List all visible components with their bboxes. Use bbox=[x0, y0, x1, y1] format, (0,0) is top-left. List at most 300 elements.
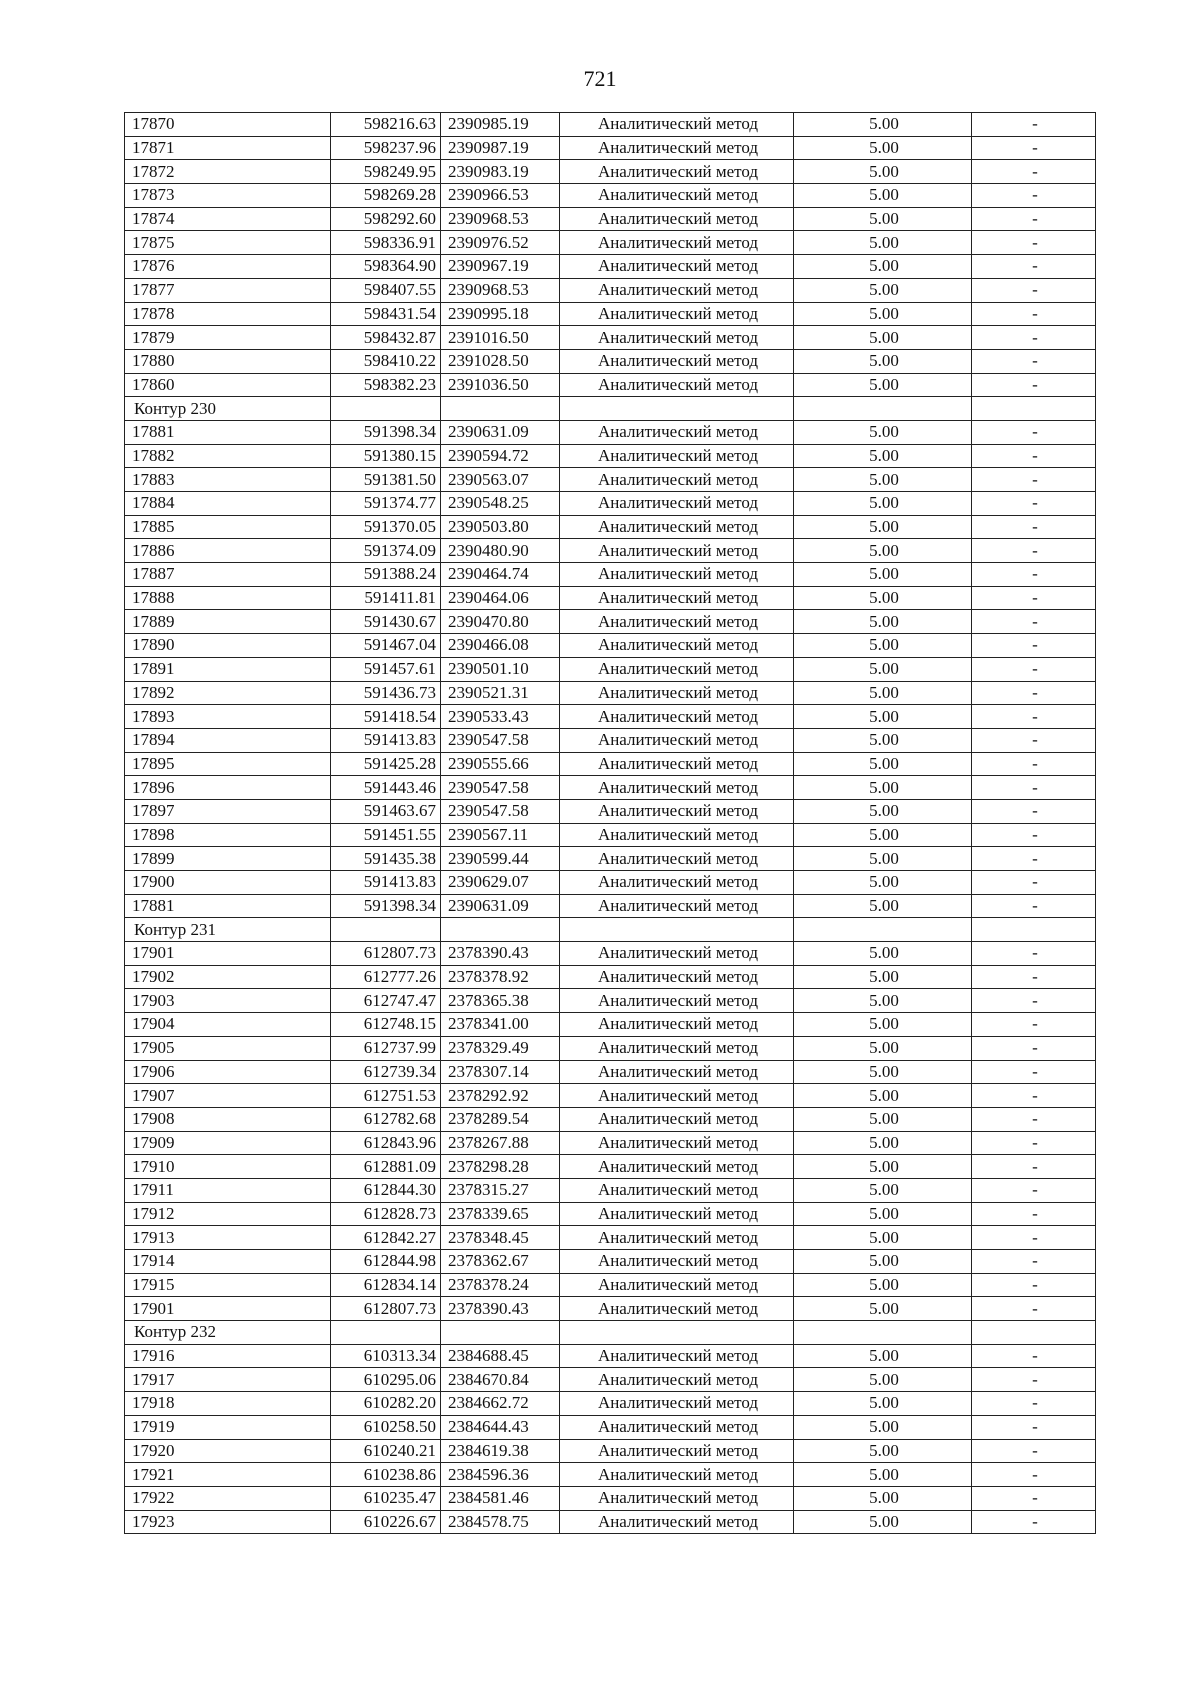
x-coordinate-cell: 612844.30 bbox=[331, 1178, 441, 1202]
accuracy-cell: 5.00 bbox=[794, 349, 972, 373]
point-id-cell: 17889 bbox=[125, 610, 331, 634]
point-id-cell: 17878 bbox=[125, 302, 331, 326]
accuracy-cell: 5.00 bbox=[794, 1202, 972, 1226]
method-cell: Аналитический метод bbox=[560, 278, 794, 302]
method-cell: Аналитический метод bbox=[560, 799, 794, 823]
x-coordinate-cell: 598216.63 bbox=[331, 113, 441, 137]
method-cell: Аналитический метод bbox=[560, 942, 794, 966]
table-row bbox=[125, 1060, 1096, 1084]
note-cell: - bbox=[972, 942, 1096, 966]
table-row bbox=[125, 468, 1096, 492]
point-id-cell: 17885 bbox=[125, 515, 331, 539]
y-coordinate-cell: 2390976.52 bbox=[441, 231, 560, 255]
method-cell: Аналитический метод bbox=[560, 871, 794, 895]
point-id-cell: 17917 bbox=[125, 1368, 331, 1392]
x-coordinate-cell: 591388.24 bbox=[331, 563, 441, 587]
y-coordinate-cell: 2390967.19 bbox=[441, 255, 560, 279]
y-coordinate-cell: 2378298.28 bbox=[441, 1155, 560, 1179]
x-coordinate-cell: 598269.28 bbox=[331, 184, 441, 208]
accuracy-cell: 5.00 bbox=[794, 634, 972, 658]
method-cell: Аналитический метод bbox=[560, 207, 794, 231]
y-coordinate-cell: 2390480.90 bbox=[441, 539, 560, 563]
accuracy-cell: 5.00 bbox=[794, 515, 972, 539]
method-cell: Аналитический метод bbox=[560, 1297, 794, 1321]
note-cell: - bbox=[972, 515, 1096, 539]
method-cell: Аналитический метод bbox=[560, 1250, 794, 1274]
method-cell: Аналитический метод bbox=[560, 373, 794, 397]
table-row bbox=[125, 586, 1096, 610]
note-cell: - bbox=[972, 871, 1096, 895]
y-coordinate-cell: 2391016.50 bbox=[441, 326, 560, 350]
contour-label: Контур 230 bbox=[125, 397, 331, 421]
method-cell: Аналитический метод bbox=[560, 965, 794, 989]
table-row bbox=[125, 1131, 1096, 1155]
table-row bbox=[125, 420, 1096, 444]
note-cell: - bbox=[972, 539, 1096, 563]
x-coordinate-cell: 591430.67 bbox=[331, 610, 441, 634]
method-cell: Аналитический метод bbox=[560, 160, 794, 184]
empty-cell bbox=[794, 1321, 972, 1345]
note-cell: - bbox=[972, 492, 1096, 516]
method-cell: Аналитический метод bbox=[560, 349, 794, 373]
y-coordinate-cell: 2378292.92 bbox=[441, 1084, 560, 1108]
y-coordinate-cell: 2378339.65 bbox=[441, 1202, 560, 1226]
empty-cell bbox=[441, 918, 560, 942]
y-coordinate-cell: 2390503.80 bbox=[441, 515, 560, 539]
y-coordinate-cell: 2384581.46 bbox=[441, 1486, 560, 1510]
accuracy-cell: 5.00 bbox=[794, 1084, 972, 1108]
table-row bbox=[125, 326, 1096, 350]
point-id-cell: 17914 bbox=[125, 1250, 331, 1274]
accuracy-cell: 5.00 bbox=[794, 1036, 972, 1060]
table-row bbox=[125, 444, 1096, 468]
note-cell: - bbox=[972, 586, 1096, 610]
contour-header-row bbox=[125, 397, 1096, 421]
accuracy-cell: 5.00 bbox=[794, 563, 972, 587]
point-id-cell: 17882 bbox=[125, 444, 331, 468]
accuracy-cell: 5.00 bbox=[794, 492, 972, 516]
x-coordinate-cell: 591457.61 bbox=[331, 657, 441, 681]
note-cell: - bbox=[972, 610, 1096, 634]
y-coordinate-cell: 2391036.50 bbox=[441, 373, 560, 397]
note-cell: - bbox=[972, 1392, 1096, 1416]
point-id-cell: 17918 bbox=[125, 1392, 331, 1416]
y-coordinate-cell: 2378362.67 bbox=[441, 1250, 560, 1274]
point-id-cell: 17881 bbox=[125, 894, 331, 918]
y-coordinate-cell: 2378307.14 bbox=[441, 1060, 560, 1084]
note-cell: - bbox=[972, 1036, 1096, 1060]
note-cell: - bbox=[972, 847, 1096, 871]
y-coordinate-cell: 2390547.58 bbox=[441, 776, 560, 800]
note-cell: - bbox=[972, 278, 1096, 302]
x-coordinate-cell: 598292.60 bbox=[331, 207, 441, 231]
note-cell: - bbox=[972, 1131, 1096, 1155]
table-row bbox=[125, 942, 1096, 966]
table-row bbox=[125, 799, 1096, 823]
point-id-cell: 17897 bbox=[125, 799, 331, 823]
y-coordinate-cell: 2390466.08 bbox=[441, 634, 560, 658]
point-id-cell: 17901 bbox=[125, 1297, 331, 1321]
note-cell: - bbox=[972, 1155, 1096, 1179]
x-coordinate-cell: 612834.14 bbox=[331, 1273, 441, 1297]
y-coordinate-cell: 2384662.72 bbox=[441, 1392, 560, 1416]
note-cell: - bbox=[972, 136, 1096, 160]
note-cell: - bbox=[972, 1107, 1096, 1131]
accuracy-cell: 5.00 bbox=[794, 160, 972, 184]
method-cell: Аналитический метод bbox=[560, 681, 794, 705]
x-coordinate-cell: 610226.67 bbox=[331, 1510, 441, 1534]
accuracy-cell: 5.00 bbox=[794, 326, 972, 350]
accuracy-cell: 5.00 bbox=[794, 728, 972, 752]
table-row bbox=[125, 492, 1096, 516]
x-coordinate-cell: 612844.98 bbox=[331, 1250, 441, 1274]
accuracy-cell: 5.00 bbox=[794, 1297, 972, 1321]
x-coordinate-cell: 610295.06 bbox=[331, 1368, 441, 1392]
note-cell: - bbox=[972, 1273, 1096, 1297]
accuracy-cell: 5.00 bbox=[794, 776, 972, 800]
point-id-cell: 17901 bbox=[125, 942, 331, 966]
y-coordinate-cell: 2378267.88 bbox=[441, 1131, 560, 1155]
method-cell: Аналитический метод bbox=[560, 1131, 794, 1155]
accuracy-cell: 5.00 bbox=[794, 1273, 972, 1297]
method-cell: Аналитический метод bbox=[560, 1486, 794, 1510]
method-cell: Аналитический метод bbox=[560, 302, 794, 326]
accuracy-cell: 5.00 bbox=[794, 373, 972, 397]
method-cell: Аналитический метод bbox=[560, 563, 794, 587]
point-id-cell: 17886 bbox=[125, 539, 331, 563]
x-coordinate-cell: 591443.46 bbox=[331, 776, 441, 800]
empty-cell bbox=[331, 1321, 441, 1345]
table-row bbox=[125, 1202, 1096, 1226]
point-id-cell: 17908 bbox=[125, 1107, 331, 1131]
method-cell: Аналитический метод bbox=[560, 1415, 794, 1439]
table-row bbox=[125, 1084, 1096, 1108]
y-coordinate-cell: 2390567.11 bbox=[441, 823, 560, 847]
method-cell: Аналитический метод bbox=[560, 468, 794, 492]
y-coordinate-cell: 2378378.92 bbox=[441, 965, 560, 989]
point-id-cell: 17880 bbox=[125, 349, 331, 373]
method-cell: Аналитический метод bbox=[560, 823, 794, 847]
y-coordinate-cell: 2390985.19 bbox=[441, 113, 560, 137]
x-coordinate-cell: 612807.73 bbox=[331, 1297, 441, 1321]
method-cell: Аналитический метод bbox=[560, 1392, 794, 1416]
y-coordinate-cell: 2378341.00 bbox=[441, 1013, 560, 1037]
table-row bbox=[125, 207, 1096, 231]
point-id-cell: 17909 bbox=[125, 1131, 331, 1155]
accuracy-cell: 5.00 bbox=[794, 184, 972, 208]
accuracy-cell: 5.00 bbox=[794, 1392, 972, 1416]
accuracy-cell: 5.00 bbox=[794, 1439, 972, 1463]
note-cell: - bbox=[972, 1463, 1096, 1487]
method-cell: Аналитический метод bbox=[560, 515, 794, 539]
accuracy-cell: 5.00 bbox=[794, 752, 972, 776]
y-coordinate-cell: 2390533.43 bbox=[441, 705, 560, 729]
y-coordinate-cell: 2378390.43 bbox=[441, 942, 560, 966]
empty-cell bbox=[441, 397, 560, 421]
note-cell: - bbox=[972, 728, 1096, 752]
x-coordinate-cell: 591436.73 bbox=[331, 681, 441, 705]
method-cell: Аналитический метод bbox=[560, 231, 794, 255]
note-cell: - bbox=[972, 468, 1096, 492]
note-cell: - bbox=[972, 705, 1096, 729]
method-cell: Аналитический метод bbox=[560, 1463, 794, 1487]
point-id-cell: 17874 bbox=[125, 207, 331, 231]
note-cell: - bbox=[972, 989, 1096, 1013]
table-row bbox=[125, 657, 1096, 681]
contour-label: Контур 231 bbox=[125, 918, 331, 942]
table-row bbox=[125, 1392, 1096, 1416]
accuracy-cell: 5.00 bbox=[794, 1415, 972, 1439]
x-coordinate-cell: 610282.20 bbox=[331, 1392, 441, 1416]
x-coordinate-cell: 591374.09 bbox=[331, 539, 441, 563]
point-id-cell: 17910 bbox=[125, 1155, 331, 1179]
point-id-cell: 17913 bbox=[125, 1226, 331, 1250]
x-coordinate-cell: 591413.83 bbox=[331, 871, 441, 895]
table-row bbox=[125, 1297, 1096, 1321]
x-coordinate-cell: 591370.05 bbox=[331, 515, 441, 539]
note-cell: - bbox=[972, 634, 1096, 658]
point-id-cell: 17912 bbox=[125, 1202, 331, 1226]
note-cell: - bbox=[972, 184, 1096, 208]
method-cell: Аналитический метод bbox=[560, 1226, 794, 1250]
accuracy-cell: 5.00 bbox=[794, 681, 972, 705]
y-coordinate-cell: 2390629.07 bbox=[441, 871, 560, 895]
y-coordinate-cell: 2384578.75 bbox=[441, 1510, 560, 1534]
accuracy-cell: 5.00 bbox=[794, 1463, 972, 1487]
x-coordinate-cell: 591418.54 bbox=[331, 705, 441, 729]
point-id-cell: 17875 bbox=[125, 231, 331, 255]
note-cell: - bbox=[972, 894, 1096, 918]
note-cell: - bbox=[972, 1013, 1096, 1037]
y-coordinate-cell: 2390547.58 bbox=[441, 728, 560, 752]
point-id-cell: 17888 bbox=[125, 586, 331, 610]
method-cell: Аналитический метод bbox=[560, 184, 794, 208]
point-id-cell: 17871 bbox=[125, 136, 331, 160]
method-cell: Аналитический метод bbox=[560, 586, 794, 610]
table-row bbox=[125, 1415, 1096, 1439]
note-cell: - bbox=[972, 444, 1096, 468]
table-row bbox=[125, 136, 1096, 160]
note-cell: - bbox=[972, 1439, 1096, 1463]
accuracy-cell: 5.00 bbox=[794, 1486, 972, 1510]
point-id-cell: 17922 bbox=[125, 1486, 331, 1510]
table-row bbox=[125, 1178, 1096, 1202]
point-id-cell: 17911 bbox=[125, 1178, 331, 1202]
table-row bbox=[125, 752, 1096, 776]
table-row bbox=[125, 634, 1096, 658]
point-id-cell: 17894 bbox=[125, 728, 331, 752]
y-coordinate-cell: 2378289.54 bbox=[441, 1107, 560, 1131]
point-id-cell: 17872 bbox=[125, 160, 331, 184]
method-cell: Аналитический метод bbox=[560, 989, 794, 1013]
table-row bbox=[125, 515, 1096, 539]
y-coordinate-cell: 2384688.45 bbox=[441, 1344, 560, 1368]
accuracy-cell: 5.00 bbox=[794, 231, 972, 255]
x-coordinate-cell: 598432.87 bbox=[331, 326, 441, 350]
accuracy-cell: 5.00 bbox=[794, 113, 972, 137]
table-row bbox=[125, 1439, 1096, 1463]
method-cell: Аналитический метод bbox=[560, 728, 794, 752]
method-cell: Аналитический метод bbox=[560, 255, 794, 279]
y-coordinate-cell: 2384596.36 bbox=[441, 1463, 560, 1487]
note-cell: - bbox=[972, 563, 1096, 587]
y-coordinate-cell: 2384670.84 bbox=[441, 1368, 560, 1392]
x-coordinate-cell: 591398.34 bbox=[331, 420, 441, 444]
y-coordinate-cell: 2390464.06 bbox=[441, 586, 560, 610]
note-cell: - bbox=[972, 349, 1096, 373]
x-coordinate-cell: 612881.09 bbox=[331, 1155, 441, 1179]
note-cell: - bbox=[972, 255, 1096, 279]
table-row bbox=[125, 871, 1096, 895]
y-coordinate-cell: 2390995.18 bbox=[441, 302, 560, 326]
accuracy-cell: 5.00 bbox=[794, 255, 972, 279]
accuracy-cell: 5.00 bbox=[794, 942, 972, 966]
table-row bbox=[125, 1486, 1096, 1510]
point-id-cell: 17900 bbox=[125, 871, 331, 895]
point-id-cell: 17921 bbox=[125, 1463, 331, 1487]
point-id-cell: 17903 bbox=[125, 989, 331, 1013]
note-cell: - bbox=[972, 1084, 1096, 1108]
x-coordinate-cell: 598237.96 bbox=[331, 136, 441, 160]
method-cell: Аналитический метод bbox=[560, 610, 794, 634]
point-id-cell: 17907 bbox=[125, 1084, 331, 1108]
table-row bbox=[125, 1155, 1096, 1179]
accuracy-cell: 5.00 bbox=[794, 1013, 972, 1037]
note-cell: - bbox=[972, 373, 1096, 397]
table-row bbox=[125, 728, 1096, 752]
accuracy-cell: 5.00 bbox=[794, 1510, 972, 1534]
point-id-cell: 17887 bbox=[125, 563, 331, 587]
table-row bbox=[125, 563, 1096, 587]
y-coordinate-cell: 2390968.53 bbox=[441, 207, 560, 231]
x-coordinate-cell: 591380.15 bbox=[331, 444, 441, 468]
table-row bbox=[125, 681, 1096, 705]
note-cell: - bbox=[972, 1344, 1096, 1368]
y-coordinate-cell: 2390555.66 bbox=[441, 752, 560, 776]
empty-cell bbox=[794, 397, 972, 421]
empty-cell bbox=[560, 397, 794, 421]
x-coordinate-cell: 612843.96 bbox=[331, 1131, 441, 1155]
accuracy-cell: 5.00 bbox=[794, 207, 972, 231]
table-row bbox=[125, 231, 1096, 255]
method-cell: Аналитический метод bbox=[560, 1155, 794, 1179]
method-cell: Аналитический метод bbox=[560, 657, 794, 681]
accuracy-cell: 5.00 bbox=[794, 539, 972, 563]
accuracy-cell: 5.00 bbox=[794, 420, 972, 444]
point-id-cell: 17923 bbox=[125, 1510, 331, 1534]
empty-cell bbox=[972, 918, 1096, 942]
accuracy-cell: 5.00 bbox=[794, 1178, 972, 1202]
table-row bbox=[125, 1250, 1096, 1274]
y-coordinate-cell: 2391028.50 bbox=[441, 349, 560, 373]
accuracy-cell: 5.00 bbox=[794, 847, 972, 871]
y-coordinate-cell: 2384644.43 bbox=[441, 1415, 560, 1439]
table-row bbox=[125, 823, 1096, 847]
accuracy-cell: 5.00 bbox=[794, 610, 972, 634]
note-cell: - bbox=[972, 1226, 1096, 1250]
table-row bbox=[125, 539, 1096, 563]
y-coordinate-cell: 2390968.53 bbox=[441, 278, 560, 302]
empty-cell bbox=[560, 918, 794, 942]
point-id-cell: 17879 bbox=[125, 326, 331, 350]
empty-cell bbox=[560, 1321, 794, 1345]
table-row bbox=[125, 1344, 1096, 1368]
method-cell: Аналитический метод bbox=[560, 492, 794, 516]
method-cell: Аналитический метод bbox=[560, 705, 794, 729]
y-coordinate-cell: 2378365.38 bbox=[441, 989, 560, 1013]
x-coordinate-cell: 612737.99 bbox=[331, 1036, 441, 1060]
y-coordinate-cell: 2390501.10 bbox=[441, 657, 560, 681]
point-id-cell: 17916 bbox=[125, 1344, 331, 1368]
point-id-cell: 17895 bbox=[125, 752, 331, 776]
point-id-cell: 17898 bbox=[125, 823, 331, 847]
contour-header-row bbox=[125, 918, 1096, 942]
x-coordinate-cell: 598431.54 bbox=[331, 302, 441, 326]
x-coordinate-cell: 598364.90 bbox=[331, 255, 441, 279]
coordinates-table-body bbox=[125, 113, 1096, 1534]
x-coordinate-cell: 591463.67 bbox=[331, 799, 441, 823]
x-coordinate-cell: 612739.34 bbox=[331, 1060, 441, 1084]
table-row bbox=[125, 1273, 1096, 1297]
table-row bbox=[125, 184, 1096, 208]
point-id-cell: 17902 bbox=[125, 965, 331, 989]
point-id-cell: 17891 bbox=[125, 657, 331, 681]
empty-cell bbox=[794, 918, 972, 942]
point-id-cell: 17899 bbox=[125, 847, 331, 871]
note-cell: - bbox=[972, 1368, 1096, 1392]
x-coordinate-cell: 598407.55 bbox=[331, 278, 441, 302]
y-coordinate-cell: 2390594.72 bbox=[441, 444, 560, 468]
y-coordinate-cell: 2378378.24 bbox=[441, 1273, 560, 1297]
table-row bbox=[125, 373, 1096, 397]
accuracy-cell: 5.00 bbox=[794, 1368, 972, 1392]
note-cell: - bbox=[972, 1060, 1096, 1084]
x-coordinate-cell: 591435.38 bbox=[331, 847, 441, 871]
method-cell: Аналитический метод bbox=[560, 847, 794, 871]
method-cell: Аналитический метод bbox=[560, 634, 794, 658]
x-coordinate-cell: 612842.27 bbox=[331, 1226, 441, 1250]
method-cell: Аналитический метод bbox=[560, 113, 794, 137]
method-cell: Аналитический метод bbox=[560, 136, 794, 160]
point-id-cell: 17915 bbox=[125, 1273, 331, 1297]
y-coordinate-cell: 2390966.53 bbox=[441, 184, 560, 208]
x-coordinate-cell: 598382.23 bbox=[331, 373, 441, 397]
point-id-cell: 17870 bbox=[125, 113, 331, 137]
note-cell: - bbox=[972, 1297, 1096, 1321]
accuracy-cell: 5.00 bbox=[794, 894, 972, 918]
y-coordinate-cell: 2378329.49 bbox=[441, 1036, 560, 1060]
table-row bbox=[125, 302, 1096, 326]
x-coordinate-cell: 610258.50 bbox=[331, 1415, 441, 1439]
table-row bbox=[125, 1510, 1096, 1534]
y-coordinate-cell: 2390563.07 bbox=[441, 468, 560, 492]
y-coordinate-cell: 2378390.43 bbox=[441, 1297, 560, 1321]
method-cell: Аналитический метод bbox=[560, 894, 794, 918]
table-row bbox=[125, 705, 1096, 729]
empty-cell bbox=[331, 397, 441, 421]
method-cell: Аналитический метод bbox=[560, 1510, 794, 1534]
y-coordinate-cell: 2390521.31 bbox=[441, 681, 560, 705]
y-coordinate-cell: 2390599.44 bbox=[441, 847, 560, 871]
x-coordinate-cell: 612828.73 bbox=[331, 1202, 441, 1226]
note-cell: - bbox=[972, 965, 1096, 989]
method-cell: Аналитический метод bbox=[560, 326, 794, 350]
note-cell: - bbox=[972, 113, 1096, 137]
accuracy-cell: 5.00 bbox=[794, 1344, 972, 1368]
point-id-cell: 17860 bbox=[125, 373, 331, 397]
table-row bbox=[125, 1013, 1096, 1037]
x-coordinate-cell: 598410.22 bbox=[331, 349, 441, 373]
